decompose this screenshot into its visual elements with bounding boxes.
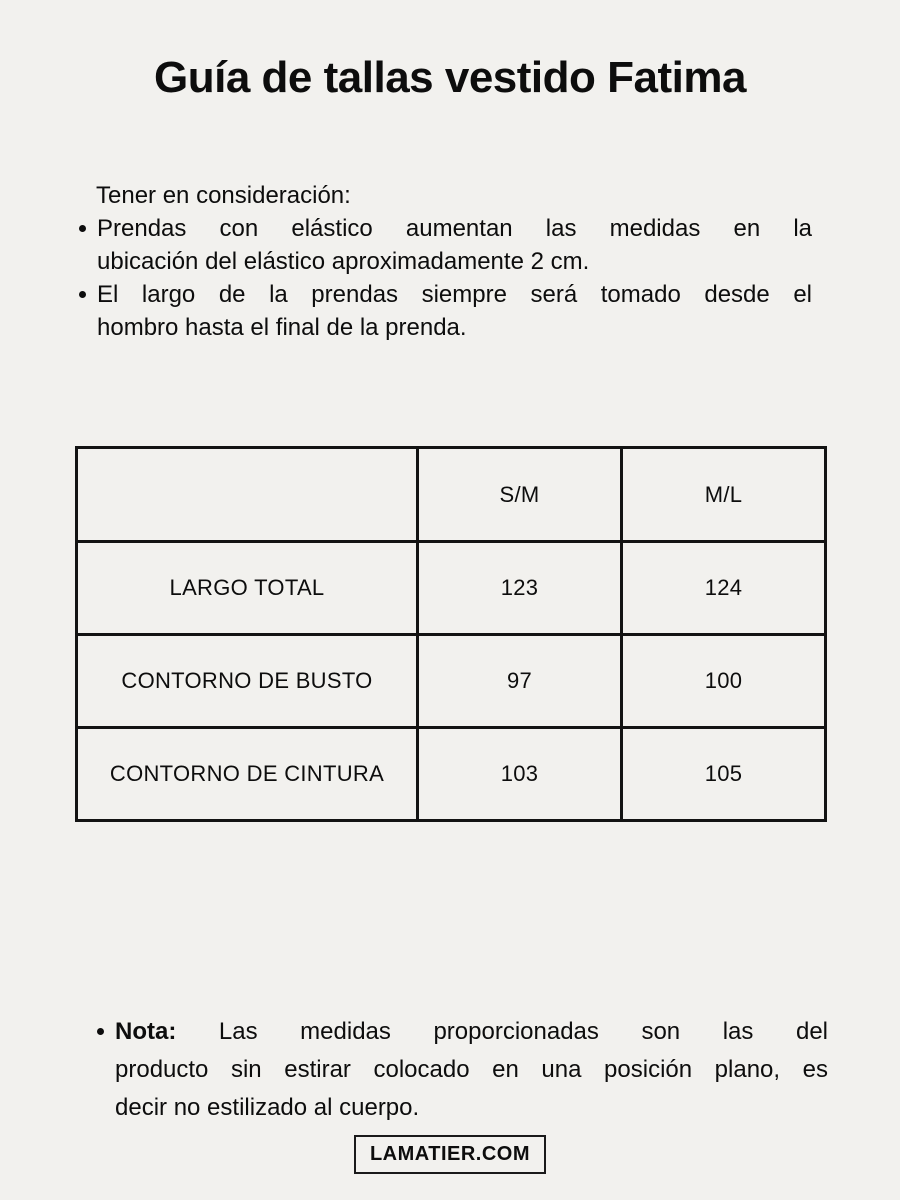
table-col-header-ml: M/L (622, 448, 826, 542)
bullet-icon (78, 278, 97, 344)
note-line (115, 1013, 828, 1051)
row-label: CONTORNO DE BUSTO (77, 635, 418, 728)
footer (0, 1135, 900, 1174)
list-item-line: El largo de la prendas siempre será tomado desde el (97, 281, 812, 308)
brand-box (354, 1135, 546, 1174)
list-item-line: Prendas con elástico aumentan las medidas en la (97, 215, 812, 242)
cell-value: 100 (622, 635, 826, 728)
note-line-text: Las medidas proporcionadas son las del (218, 1018, 828, 1045)
list-item (78, 212, 812, 278)
size-table (75, 446, 827, 822)
considerations-heading: Tener en consideración: (96, 182, 351, 209)
row-label: LARGO TOTAL (77, 542, 418, 635)
cell-value: 105 (622, 728, 826, 821)
considerations-section (78, 179, 812, 344)
table-row (77, 635, 826, 728)
bullet-icon (78, 212, 97, 278)
table-header-row (77, 448, 826, 542)
bullet-icon (96, 1013, 115, 1127)
list-item-text (97, 278, 812, 344)
cell-value: 123 (418, 542, 622, 635)
table-row (77, 728, 826, 821)
note-line: producto sin estirar colocado en una posición plano, es (115, 1056, 828, 1083)
table-col-header-sm: S/M (418, 448, 622, 542)
list-item (78, 278, 812, 344)
list-item-text (97, 212, 812, 278)
brand-text: LAMATIER.COM (369, 1143, 531, 1165)
note-text (115, 1013, 828, 1127)
note-label: Nota: (115, 1018, 177, 1045)
list-item-line: ubicación del elástico aproximadamente 2 cm. (97, 248, 590, 275)
cell-value: 97 (418, 635, 622, 728)
note-line: decir no estilizado al cuerpo. (115, 1094, 420, 1121)
list-item-line: hombro hasta el final de la prenda. (97, 314, 467, 341)
cell-value: 103 (418, 728, 622, 821)
table-corner-cell (77, 448, 418, 542)
table-row (77, 542, 826, 635)
cell-value: 124 (622, 542, 826, 635)
row-label: CONTORNO DE CINTURA (77, 728, 418, 821)
page-title: Guía de tallas vestido Fatima (154, 53, 746, 102)
note-section (96, 1013, 828, 1127)
